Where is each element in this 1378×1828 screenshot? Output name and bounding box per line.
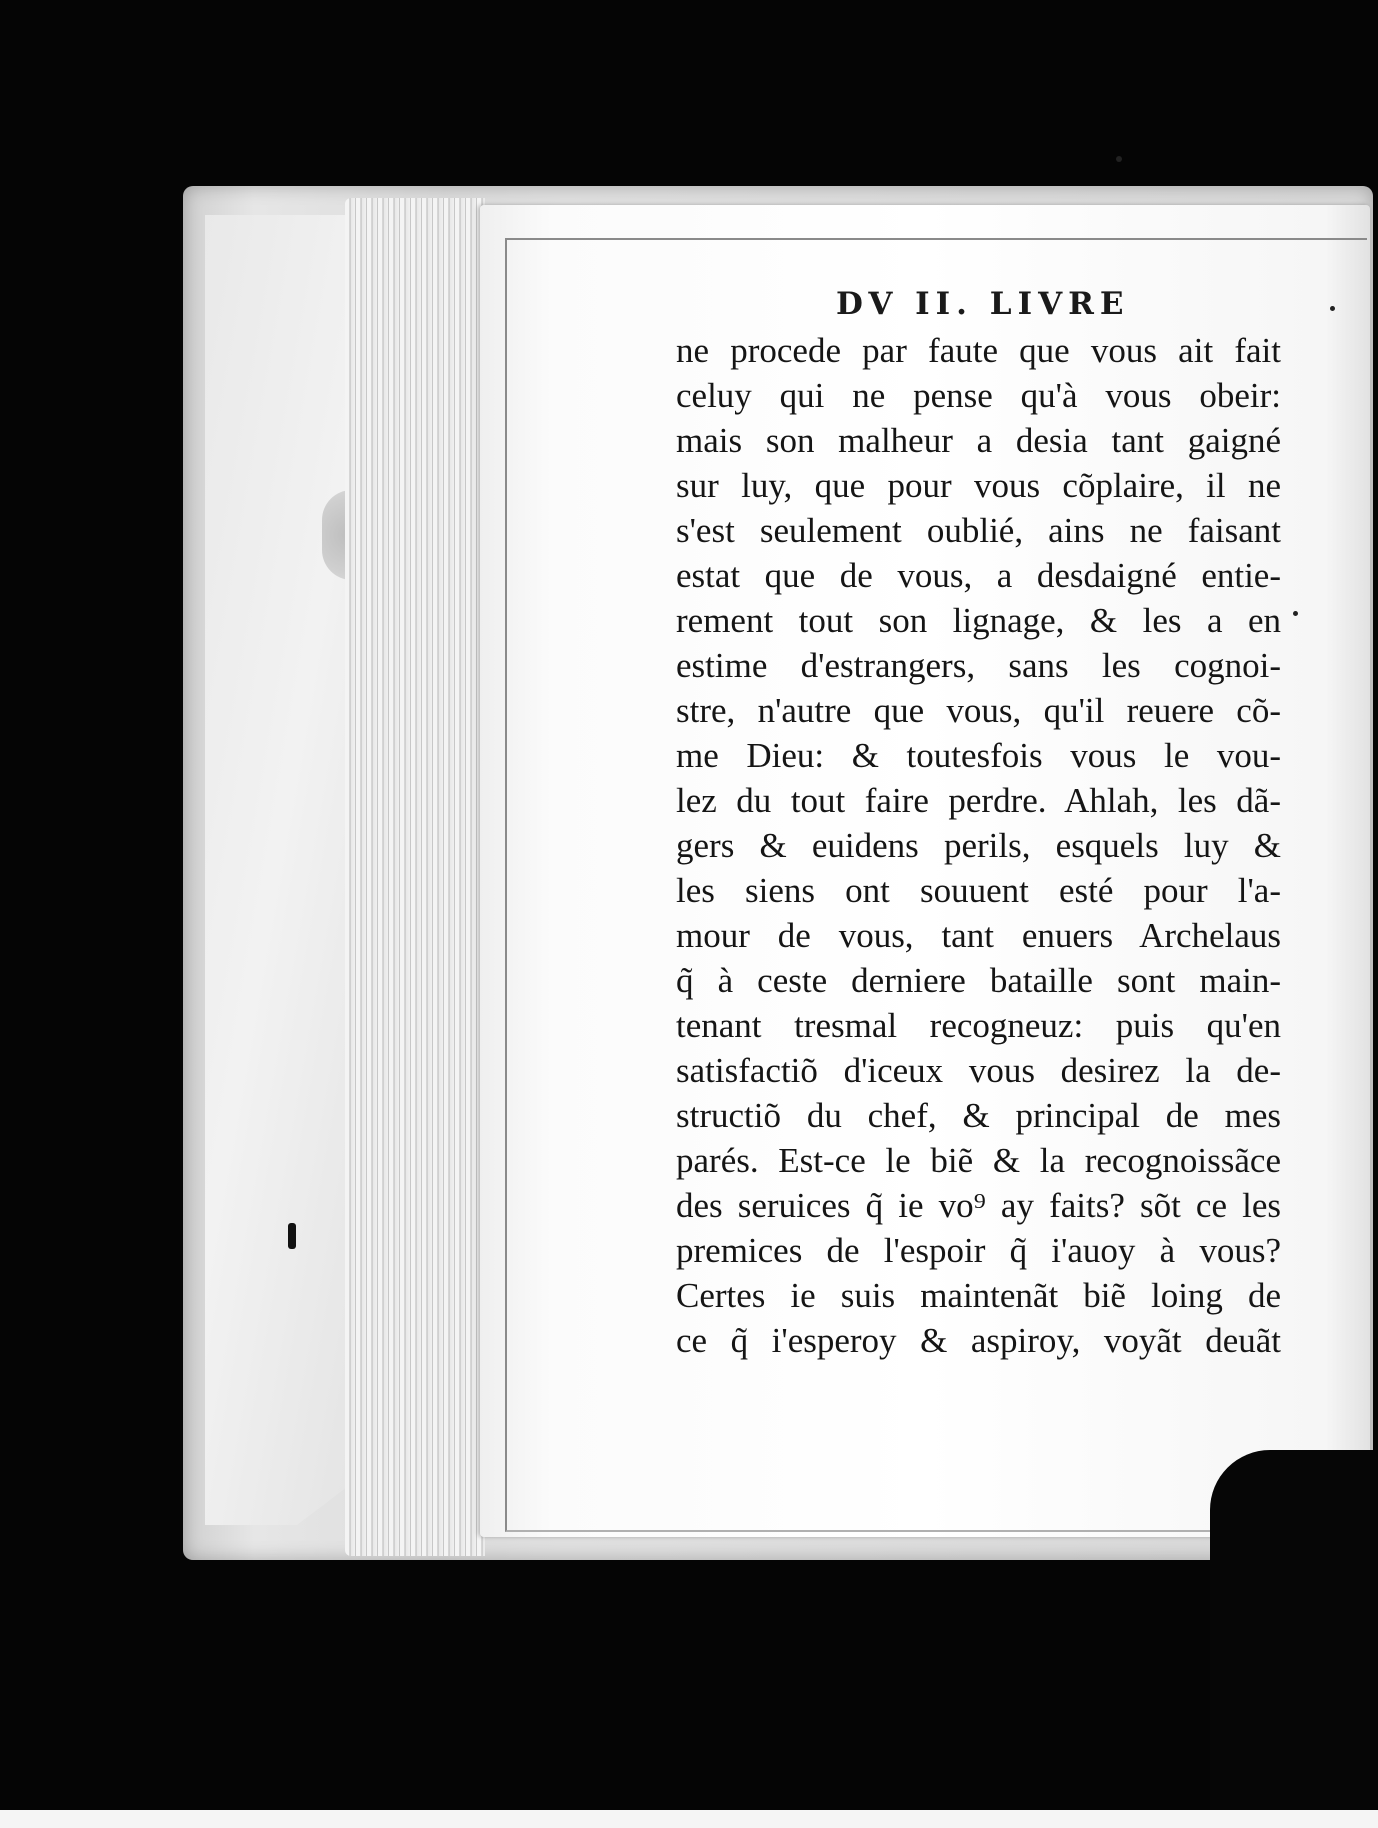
dust-speck bbox=[1330, 306, 1335, 311]
text-line: q̃ à ceste derniere bataille sont main- bbox=[676, 961, 1281, 1000]
ink-mark bbox=[288, 1223, 296, 1249]
page-edges bbox=[345, 198, 485, 1556]
text-line: premices de l'espoir q̃ i'auoy à vous? bbox=[676, 1231, 1281, 1270]
text-line: ne procede par faute que vous ait fait bbox=[676, 331, 1281, 370]
running-head: DV II. LIVRE bbox=[836, 286, 1130, 322]
dust-speck bbox=[1116, 156, 1122, 162]
text-line: estat que de vous, a desdaigné entie- bbox=[676, 556, 1281, 595]
text-line: estime d'estrangers, sans les cognoi- bbox=[676, 646, 1281, 685]
text-line: rement tout son lignage, & les a en bbox=[676, 601, 1281, 640]
text-line: satisfactiõ d'iceux vous desirez la de- bbox=[676, 1051, 1281, 1090]
text-line: parés. Est-ce le biẽ & la recognoissãce bbox=[676, 1141, 1281, 1180]
text-line: structiõ du chef, & principal de mes bbox=[676, 1096, 1281, 1135]
text-line: gers & euidens perils, esquels luy & bbox=[676, 826, 1281, 865]
text-line: lez du tout faire perdre. Ahlah, les dã- bbox=[676, 781, 1281, 820]
text-line: mais son malheur a desia tant gaigné bbox=[676, 421, 1281, 460]
text-line: me Dieu: & toutesfois vous le vou- bbox=[676, 736, 1281, 775]
text-line: des seruices q̃ ie vo⁹ ay faits? sõt ce les bbox=[676, 1186, 1281, 1225]
dark-background-corner bbox=[1210, 1450, 1378, 1828]
text-line: celuy qui ne pense qu'à vous obeir: bbox=[676, 376, 1281, 415]
dust-speck bbox=[1293, 611, 1298, 616]
scan-margin-strip bbox=[0, 1810, 1378, 1828]
page-text bbox=[676, 328, 1281, 1363]
text-line: ce q̃ i'esperoy & aspiroy, voyãt deuãt bbox=[676, 1321, 1281, 1360]
text-line: les siens ont souuent esté pour l'a- bbox=[676, 871, 1281, 910]
text-line: stre, n'autre que vous, qu'il reuere cõ- bbox=[676, 691, 1281, 730]
text-line: mour de vous, tant enuers Archelaus bbox=[676, 916, 1281, 955]
text-line: Certes ie suis maintenãt biẽ loing de bbox=[676, 1276, 1281, 1315]
text-line: s'est seulement oublié, ains ne faisant bbox=[676, 511, 1281, 550]
text-line: sur luy, que pour vous cõplaire, il ne bbox=[676, 466, 1281, 505]
text-line: tenant tresmal recogneuz: puis qu'en bbox=[676, 1006, 1281, 1045]
